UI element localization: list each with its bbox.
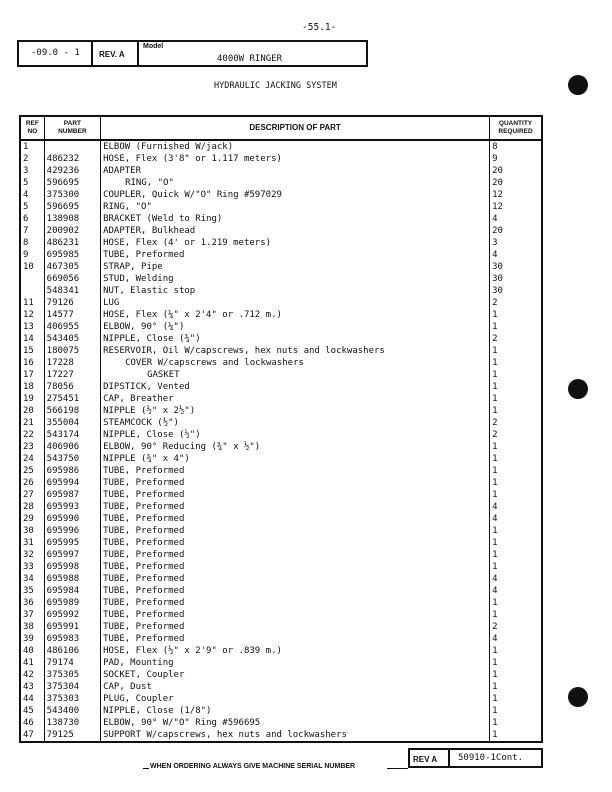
part-number-cell: 355004 bbox=[44, 417, 100, 429]
ref-no-cell: 44 bbox=[20, 693, 44, 705]
description-cell: TUBE, Preformed bbox=[101, 573, 490, 585]
table-row bbox=[20, 165, 542, 177]
description-cell: HOSE, Flex (½" x 2'9" or .839 m.) bbox=[101, 645, 490, 657]
quantity-cell: 2 bbox=[490, 297, 542, 309]
description-cell: NIPPLE, Close (1/8") bbox=[101, 705, 490, 717]
ref-no-cell: 11 bbox=[20, 297, 44, 309]
description-cell: CAP, Breather bbox=[101, 393, 490, 405]
ref-no-cell: 23 bbox=[20, 441, 44, 453]
table-row bbox=[20, 201, 542, 213]
description-cell: STRAP, Pipe bbox=[101, 261, 490, 273]
table-row bbox=[20, 729, 542, 742]
quantity-cell: 20 bbox=[490, 165, 542, 177]
ref-no-cell: 4 bbox=[20, 189, 44, 201]
table-row bbox=[20, 681, 542, 693]
page-number: -55.1- bbox=[302, 22, 337, 33]
part-header-line1: PART bbox=[63, 120, 81, 127]
part-number-cell: 406906 bbox=[44, 441, 100, 453]
quantity-cell: 2 bbox=[490, 417, 542, 429]
quantity-cell: 20 bbox=[490, 225, 542, 237]
table-row bbox=[20, 261, 542, 273]
ref-no-cell: 40 bbox=[20, 645, 44, 657]
quantity-cell: 1 bbox=[490, 645, 542, 657]
description-cell: TUBE, Preformed bbox=[101, 633, 490, 645]
quantity-cell: 1 bbox=[490, 345, 542, 357]
table-row bbox=[20, 345, 542, 357]
footer-revision: REV A bbox=[408, 748, 450, 768]
table-row bbox=[20, 333, 542, 345]
part-number-cell: 566198 bbox=[44, 405, 100, 417]
table-row bbox=[20, 705, 542, 717]
description-cell: PAD, Mounting bbox=[101, 657, 490, 669]
part-number-cell: 429236 bbox=[44, 165, 100, 177]
quantity-cell: 1 bbox=[490, 597, 542, 609]
ref-no-cell: 39 bbox=[20, 633, 44, 645]
ref-no-cell bbox=[20, 273, 44, 285]
part-number-cell: 200902 bbox=[44, 225, 100, 237]
binder-hole-marker bbox=[568, 687, 588, 707]
description-cell: ELBOW, 90° W/"O" Ring #596695 bbox=[101, 717, 490, 729]
quantity-cell: 1 bbox=[490, 393, 542, 405]
table-row bbox=[20, 393, 542, 405]
revision-label: REV. A bbox=[93, 42, 139, 65]
part-number-cell: 543750 bbox=[44, 453, 100, 465]
part-number-cell: 695991 bbox=[44, 621, 100, 633]
description-cell: COUPLER, Quick W/"O" Ring #597029 bbox=[101, 189, 490, 201]
part-number-cell: 406955 bbox=[44, 321, 100, 333]
ref-no-cell: 6 bbox=[20, 213, 44, 225]
part-number-cell: 375300 bbox=[44, 189, 100, 201]
table-row bbox=[20, 297, 542, 309]
table-row bbox=[20, 140, 542, 153]
quantity-cell: 1 bbox=[490, 717, 542, 729]
table-row bbox=[20, 537, 542, 549]
section-title: HYDRAULIC JACKING SYSTEM bbox=[214, 81, 337, 91]
table-row bbox=[20, 249, 542, 261]
ref-no-cell: 42 bbox=[20, 669, 44, 681]
description-cell: TUBE, Preformed bbox=[101, 561, 490, 573]
quantity-cell: 30 bbox=[490, 273, 542, 285]
table-row bbox=[20, 453, 542, 465]
binder-hole-marker bbox=[568, 379, 588, 399]
part-number-cell: 695994 bbox=[44, 477, 100, 489]
ref-no-cell: 47 bbox=[20, 729, 44, 742]
description-cell: NIPPLE (¾" x 4") bbox=[101, 453, 490, 465]
description-cell: SOCKET, Coupler bbox=[101, 669, 490, 681]
quantity-cell: 1 bbox=[490, 669, 542, 681]
description-cell: NIPPLE, Close (¾") bbox=[101, 333, 490, 345]
quantity-cell: 1 bbox=[490, 705, 542, 717]
ref-no-cell: 29 bbox=[20, 513, 44, 525]
ref-no-cell: 43 bbox=[20, 681, 44, 693]
description-cell: ELBOW (Furnished W/jack) bbox=[101, 140, 490, 153]
description-cell: TUBE, Preformed bbox=[101, 621, 490, 633]
description-cell: TUBE, Preformed bbox=[101, 537, 490, 549]
table-row bbox=[20, 285, 542, 297]
parts-table bbox=[19, 115, 543, 743]
part-number-cell: 138730 bbox=[44, 717, 100, 729]
quantity-cell: 1 bbox=[490, 381, 542, 393]
ref-no-cell: 34 bbox=[20, 573, 44, 585]
description-cell: PLUG, Coupler bbox=[101, 693, 490, 705]
description-cell: HOSE, Flex (4' or 1.219 meters) bbox=[101, 237, 490, 249]
qty-header-line1: QUANTITY bbox=[498, 120, 533, 127]
part-number-cell: 695996 bbox=[44, 525, 100, 537]
table-row bbox=[20, 561, 542, 573]
table-row bbox=[20, 549, 542, 561]
ref-no-cell: 35 bbox=[20, 585, 44, 597]
quantity-cell: 30 bbox=[490, 285, 542, 297]
part-number-cell: 17228 bbox=[44, 357, 100, 369]
description-cell: TUBE, Preformed bbox=[101, 549, 490, 561]
quantity-cell: 1 bbox=[490, 657, 542, 669]
ref-no-cell: 8 bbox=[20, 237, 44, 249]
quantity-cell: 1 bbox=[490, 489, 542, 501]
ref-no-cell: 26 bbox=[20, 477, 44, 489]
part-number-cell: 695983 bbox=[44, 633, 100, 645]
quantity-cell: 1 bbox=[490, 549, 542, 561]
ref-no-cell: 41 bbox=[20, 657, 44, 669]
table-row bbox=[20, 405, 542, 417]
part-number-cell: 695988 bbox=[44, 573, 100, 585]
description-cell: HOSE, Flex (¼" x 2'4" or .712 m.) bbox=[101, 309, 490, 321]
ref-no-cell: 36 bbox=[20, 597, 44, 609]
table-row bbox=[20, 657, 542, 669]
quantity-cell: 1 bbox=[490, 693, 542, 705]
quantity-cell: 4 bbox=[490, 501, 542, 513]
description-cell: TUBE, Preformed bbox=[101, 249, 490, 261]
description-cell: TUBE, Preformed bbox=[101, 525, 490, 537]
quantity-cell: 30 bbox=[490, 261, 542, 273]
description-cell: HOSE, Flex (3'8" or 1.117 meters) bbox=[101, 153, 490, 165]
quantity-cell: 1 bbox=[490, 357, 542, 369]
part-number-cell: 79126 bbox=[44, 297, 100, 309]
description-cell: CAP, Dust bbox=[101, 681, 490, 693]
ref-no-cell: 25 bbox=[20, 465, 44, 477]
ref-no-cell: 10 bbox=[20, 261, 44, 273]
description-cell: BRACKET (Weld to Ring) bbox=[101, 213, 490, 225]
table-row bbox=[20, 189, 542, 201]
ref-no-cell: 18 bbox=[20, 381, 44, 393]
table-row bbox=[20, 501, 542, 513]
table-row bbox=[20, 381, 542, 393]
description-cell: NIPPLE, Close (½") bbox=[101, 429, 490, 441]
ref-no-cell: 27 bbox=[20, 489, 44, 501]
description-cell: RING, "O" bbox=[101, 177, 490, 189]
description-cell: NIPPLE (½" x 2½") bbox=[101, 405, 490, 417]
quantity-cell: 2 bbox=[490, 333, 542, 345]
quantity-cell: 1 bbox=[490, 609, 542, 621]
part-header-line2: NUMBER bbox=[58, 128, 87, 135]
description-cell: SUPPORT W/capscrews, hex nuts and lockwashers bbox=[101, 729, 490, 742]
table-row bbox=[20, 585, 542, 597]
description-cell: GASKET bbox=[101, 369, 490, 381]
part-number-cell: 486231 bbox=[44, 237, 100, 249]
table-row bbox=[20, 273, 542, 285]
ref-no-cell: 37 bbox=[20, 609, 44, 621]
quantity-cell: 20 bbox=[490, 177, 542, 189]
table-row bbox=[20, 525, 542, 537]
ordering-note: WHEN ORDERING ALWAYS GIVE MACHINE SERIAL NUMBER bbox=[150, 763, 356, 770]
part-number-cell: 596695 bbox=[44, 201, 100, 213]
table-row bbox=[20, 321, 542, 333]
document-header-box bbox=[17, 40, 368, 67]
ref-no-cell: 31 bbox=[20, 537, 44, 549]
ref-no-cell: 1 bbox=[20, 140, 44, 153]
ref-no-cell: 33 bbox=[20, 561, 44, 573]
description-cell: TUBE, Preformed bbox=[101, 501, 490, 513]
document-number: -09.0 - 1 bbox=[19, 42, 93, 65]
table-row bbox=[20, 153, 542, 165]
part-number-cell: 695990 bbox=[44, 513, 100, 525]
quantity-cell: 1 bbox=[490, 729, 542, 742]
quantity-cell: 8 bbox=[490, 140, 542, 153]
description-cell: TUBE, Preformed bbox=[101, 477, 490, 489]
quantity-cell: 1 bbox=[490, 477, 542, 489]
model-cell bbox=[139, 42, 366, 65]
description-cell: TUBE, Preformed bbox=[101, 585, 490, 597]
description-cell: COVER W/capscrews and lockwashers bbox=[101, 357, 490, 369]
parts-table-body bbox=[20, 140, 542, 742]
table-row bbox=[20, 429, 542, 441]
part-number-cell: 548341 bbox=[44, 285, 100, 297]
quantity-cell: 1 bbox=[490, 465, 542, 477]
table-row bbox=[20, 417, 542, 429]
description-cell: RING, "O" bbox=[101, 201, 490, 213]
description-cell: ELBOW, 90° Reducing (¾" x ½") bbox=[101, 441, 490, 453]
part-number-cell: 375305 bbox=[44, 669, 100, 681]
quantity-cell: 1 bbox=[490, 537, 542, 549]
ref-no-cell: 7 bbox=[20, 225, 44, 237]
quantity-cell: 1 bbox=[490, 453, 542, 465]
description-header-text: DESCRIPTION OF PART bbox=[249, 123, 341, 132]
binder-hole-marker bbox=[568, 75, 588, 95]
table-row bbox=[20, 669, 542, 681]
part-number-cell: 695993 bbox=[44, 501, 100, 513]
table-row bbox=[20, 513, 542, 525]
quantity-cell: 1 bbox=[490, 321, 542, 333]
part-number-cell: 79174 bbox=[44, 657, 100, 669]
quantity-cell: 1 bbox=[490, 369, 542, 381]
description-cell: STUD, Welding bbox=[101, 273, 490, 285]
table-header-row bbox=[20, 116, 542, 140]
quantity-cell: 4 bbox=[490, 249, 542, 261]
table-row bbox=[20, 489, 542, 501]
part-number-cell: 543400 bbox=[44, 705, 100, 717]
part-number-cell: 375304 bbox=[44, 681, 100, 693]
table-row bbox=[20, 477, 542, 489]
ref-no-cell: 17 bbox=[20, 369, 44, 381]
part-number-cell: 695995 bbox=[44, 537, 100, 549]
table-row bbox=[20, 237, 542, 249]
ref-no-cell: 28 bbox=[20, 501, 44, 513]
part-number-cell: 695987 bbox=[44, 489, 100, 501]
ref-no-cell: 32 bbox=[20, 549, 44, 561]
quantity-header bbox=[490, 116, 542, 140]
table-row bbox=[20, 693, 542, 705]
table-row bbox=[20, 369, 542, 381]
footer-rule-right bbox=[387, 768, 408, 769]
ref-no-cell: 22 bbox=[20, 429, 44, 441]
quantity-cell: 2 bbox=[490, 429, 542, 441]
table-row bbox=[20, 213, 542, 225]
footer-rule-left bbox=[143, 768, 149, 769]
description-cell: TUBE, Preformed bbox=[101, 489, 490, 501]
description-cell: TUBE, Preformed bbox=[101, 609, 490, 621]
part-number-cell: 543405 bbox=[44, 333, 100, 345]
table-row bbox=[20, 309, 542, 321]
description-cell: LUG bbox=[101, 297, 490, 309]
part-number-cell: 695985 bbox=[44, 249, 100, 261]
description-cell: TUBE, Preformed bbox=[101, 465, 490, 477]
part-number-cell: 695998 bbox=[44, 561, 100, 573]
part-number-cell: 275451 bbox=[44, 393, 100, 405]
quantity-cell: 12 bbox=[490, 189, 542, 201]
footer-document-number: 50910-1Cont. bbox=[448, 748, 543, 768]
ref-no-cell: 24 bbox=[20, 453, 44, 465]
ref-no-cell: 5 bbox=[20, 177, 44, 189]
part-number-cell: 596695 bbox=[44, 177, 100, 189]
description-cell: ADAPTER, Bulkhead bbox=[101, 225, 490, 237]
quantity-cell: 1 bbox=[490, 561, 542, 573]
ref-no-header bbox=[20, 116, 44, 140]
description-cell: NUT, Elastic stop bbox=[101, 285, 490, 297]
ref-no-cell: 46 bbox=[20, 717, 44, 729]
part-number-cell bbox=[44, 140, 100, 153]
ref-no-cell: 21 bbox=[20, 417, 44, 429]
table-row bbox=[20, 621, 542, 633]
part-number-cell: 375303 bbox=[44, 693, 100, 705]
ref-no-cell: 12 bbox=[20, 309, 44, 321]
part-number-cell: 695997 bbox=[44, 549, 100, 561]
ref-no-cell: 14 bbox=[20, 333, 44, 345]
quantity-cell: 9 bbox=[490, 153, 542, 165]
ref-no-cell: 3 bbox=[20, 165, 44, 177]
quantity-cell: 4 bbox=[490, 513, 542, 525]
ref-header-line2: NO bbox=[27, 128, 38, 135]
quantity-cell: 4 bbox=[490, 213, 542, 225]
ref-no-cell: 5 bbox=[20, 201, 44, 213]
part-number-cell: 78056 bbox=[44, 381, 100, 393]
quantity-cell: 2 bbox=[490, 621, 542, 633]
model-label: Model bbox=[143, 43, 164, 50]
table-row bbox=[20, 225, 542, 237]
quantity-cell: 1 bbox=[490, 681, 542, 693]
description-cell: DIPSTICK, Vented bbox=[101, 381, 490, 393]
part-number-cell: 138908 bbox=[44, 213, 100, 225]
table-row bbox=[20, 465, 542, 477]
ref-no-cell: 19 bbox=[20, 393, 44, 405]
ref-no-cell: 13 bbox=[20, 321, 44, 333]
description-cell: TUBE, Preformed bbox=[101, 513, 490, 525]
ref-no-cell: 16 bbox=[20, 357, 44, 369]
ref-header-line1: REF bbox=[25, 120, 39, 127]
quantity-cell: 1 bbox=[490, 525, 542, 537]
ref-no-cell: 9 bbox=[20, 249, 44, 261]
table-row bbox=[20, 573, 542, 585]
quantity-cell: 4 bbox=[490, 573, 542, 585]
quantity-cell: 4 bbox=[490, 585, 542, 597]
part-number-cell: 669056 bbox=[44, 273, 100, 285]
part-number-cell: 695986 bbox=[44, 465, 100, 477]
part-number-cell: 79125 bbox=[44, 729, 100, 742]
ref-no-cell: 2 bbox=[20, 153, 44, 165]
part-number-cell: 543174 bbox=[44, 429, 100, 441]
table-row bbox=[20, 177, 542, 189]
quantity-cell: 12 bbox=[490, 201, 542, 213]
part-number-cell: 486106 bbox=[44, 645, 100, 657]
table-row bbox=[20, 441, 542, 453]
table-row bbox=[20, 609, 542, 621]
description-cell: ADAPTER bbox=[101, 165, 490, 177]
qty-header-line2: REQUIRED bbox=[498, 128, 533, 135]
model-value: 4000W RINGER bbox=[217, 54, 283, 64]
table-row bbox=[20, 357, 542, 369]
quantity-cell: 1 bbox=[490, 309, 542, 321]
quantity-cell: 3 bbox=[490, 237, 542, 249]
ref-no-cell bbox=[20, 285, 44, 297]
ref-no-cell: 20 bbox=[20, 405, 44, 417]
description-cell: RESERVOIR, Oil W/capscrews, hex nuts and lockwashers bbox=[101, 345, 490, 357]
description-header bbox=[101, 116, 490, 140]
quantity-cell: 1 bbox=[490, 405, 542, 417]
quantity-cell: 4 bbox=[490, 633, 542, 645]
part-number-cell: 695992 bbox=[44, 609, 100, 621]
part-number-header bbox=[44, 116, 100, 140]
table-row bbox=[20, 597, 542, 609]
table-row bbox=[20, 633, 542, 645]
ref-no-cell: 45 bbox=[20, 705, 44, 717]
quantity-cell: 1 bbox=[490, 441, 542, 453]
part-number-cell: 695984 bbox=[44, 585, 100, 597]
ref-no-cell: 15 bbox=[20, 345, 44, 357]
part-number-cell: 695989 bbox=[44, 597, 100, 609]
ref-no-cell: 30 bbox=[20, 525, 44, 537]
description-cell: ELBOW, 90° (¼") bbox=[101, 321, 490, 333]
description-cell: STEAMCOCK (½") bbox=[101, 417, 490, 429]
part-number-cell: 14577 bbox=[44, 309, 100, 321]
description-cell: TUBE, Preformed bbox=[101, 597, 490, 609]
table-row bbox=[20, 717, 542, 729]
ref-no-cell: 38 bbox=[20, 621, 44, 633]
part-number-cell: 486232 bbox=[44, 153, 100, 165]
part-number-cell: 467305 bbox=[44, 261, 100, 273]
part-number-cell: 17227 bbox=[44, 369, 100, 381]
table-row bbox=[20, 645, 542, 657]
part-number-cell: 180075 bbox=[44, 345, 100, 357]
